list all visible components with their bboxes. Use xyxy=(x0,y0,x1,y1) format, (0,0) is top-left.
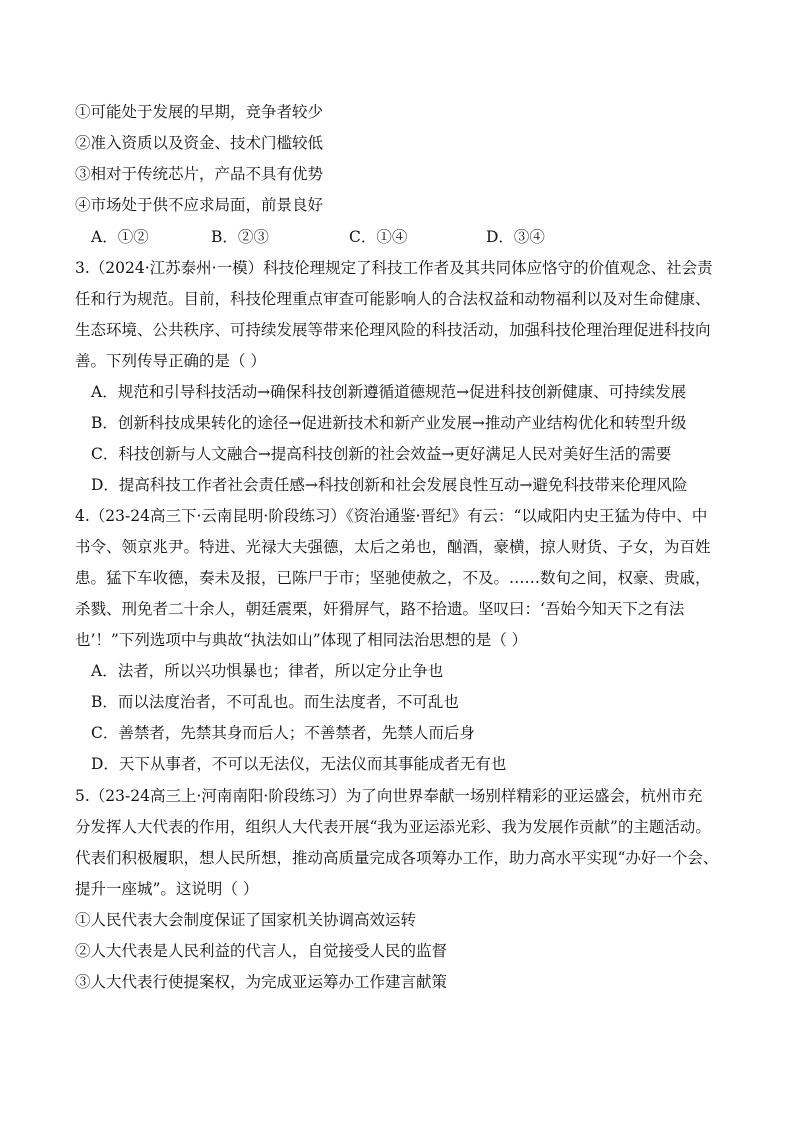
q5-stem-line-3: 代表们积极履职，想人民所想，推动高质量完成各项筹办工作，助力高水平实现“办好一个会、 xyxy=(75,849,719,867)
q2-option-a: A．①② xyxy=(91,228,149,246)
q4-option-a: A．法者，所以兴功惧暴也；律者，所以定分止争也 xyxy=(91,662,444,680)
q5-stem-line-2: 分发挥人大代表的作用，组织人大代表开展“我为亚运添光彩、我为发展作贡献”的主题活动。 xyxy=(75,818,711,836)
q3-stem-line-2: 任和行为规范。目前，科技伦理重点审查可能影响人的合法权益和动物福利以及对生命健康、 xyxy=(75,290,711,308)
q3-option-c: C．科技创新与人文融合→提高科技创新的社会效益→更好满足人民对美好生活的需要 xyxy=(91,445,672,463)
q3-stem-line-3: 生态环境、公共秩序、可持续发展等带来伦理风险的科技活动，加强科技伦理治理促进科技向 xyxy=(75,321,711,339)
q2-item-4: ④市场处于供不应求局面，前景良好 xyxy=(75,196,324,214)
q5-stem-line-4: 提升一座城”。这说明（ ） xyxy=(75,880,259,898)
q4-option-d: D．天下从事者，不可以无法仪，无法仪而其事能成者无有也 xyxy=(91,755,507,773)
q2-option-d: D．③④ xyxy=(486,228,545,246)
q5-item-1: ①人民代表大会制度保证了国家机关协调高效运转 xyxy=(75,911,417,929)
q3-option-b: B．创新科技成果转化的途径→促进新技术和新产业发展→推动产业结构优化和转型升级 xyxy=(91,414,687,432)
q4-option-b: B．而以法度治者，不可乱也。而生法度者，不可乱也 xyxy=(91,693,459,711)
q4-stem-line-2: 书令、领京兆尹。特进、光禄大夫强德，太后之弟也，酗酒，豪横，掠人财货、子女，为百姓 xyxy=(75,538,711,556)
q3-option-d: D．提高科技工作者社会责任感→科技创新和社会发展良性互动→避免科技带来伦理风险 xyxy=(91,476,688,494)
q2-item-3: ③相对于传统芯片，产品不具有优势 xyxy=(75,165,324,183)
q3-stem-line-4: 善。下列传导正确的是（ ） xyxy=(75,352,266,370)
q4-option-c: C．善禁者，先禁其身而后人；不善禁者，先禁人而后身 xyxy=(91,724,475,742)
q4-stem-line-3: 患。猛下车收德，奏未及报，已陈尸于市；坚驰使赦之，不及。……数旬之间，权豪、贵戚， xyxy=(75,569,711,587)
q2-option-b: B．②③ xyxy=(211,228,269,246)
q4-stem-line-4: 杀戮、刑免者二十余人，朝廷震栗，奸猾屏气，路不拾遗。坚叹曰：‘吾始今知天下之有法 xyxy=(75,600,685,618)
q4-stem-line-1: 4.（23-24高三下·云南昆明·阶段练习）《资治通鉴·晋纪》有云：“以咸阳内史王猛为侍中、中 xyxy=(75,507,708,525)
q2-option-c: C．①④ xyxy=(349,228,408,246)
q5-item-3: ③人大代表行使提案权，为完成亚运筹办工作建言献策 xyxy=(75,973,448,991)
q4-stem-line-5: 也’！”下列选项中与典故“执法如山”体现了相同法治思想的是（ ） xyxy=(75,631,528,649)
q5-item-2: ②人大代表是人民利益的代言人，自觉接受人民的监督 xyxy=(75,942,448,960)
q5-stem-line-1: 5.（23-24高三上·河南南阳·阶段练习）为了向世界奉献一场别样精彩的亚运盛会，杭州市充 xyxy=(75,787,703,805)
q2-item-2: ②准入资质以及资金、技术门槛较低 xyxy=(75,134,324,152)
q2-item-1: ①可能处于发展的早期，竞争者较少 xyxy=(75,103,324,121)
q3-option-a: A．规范和引导科技活动→确保科技创新遵循道德规范→促进科技创新健康、可持续发展 xyxy=(91,383,687,401)
q3-stem-line-1: 3.（2024·江苏泰州·一模）科技伦理规定了科技工作者及其共同体应恪守的价值观念、社会责 xyxy=(75,259,713,277)
